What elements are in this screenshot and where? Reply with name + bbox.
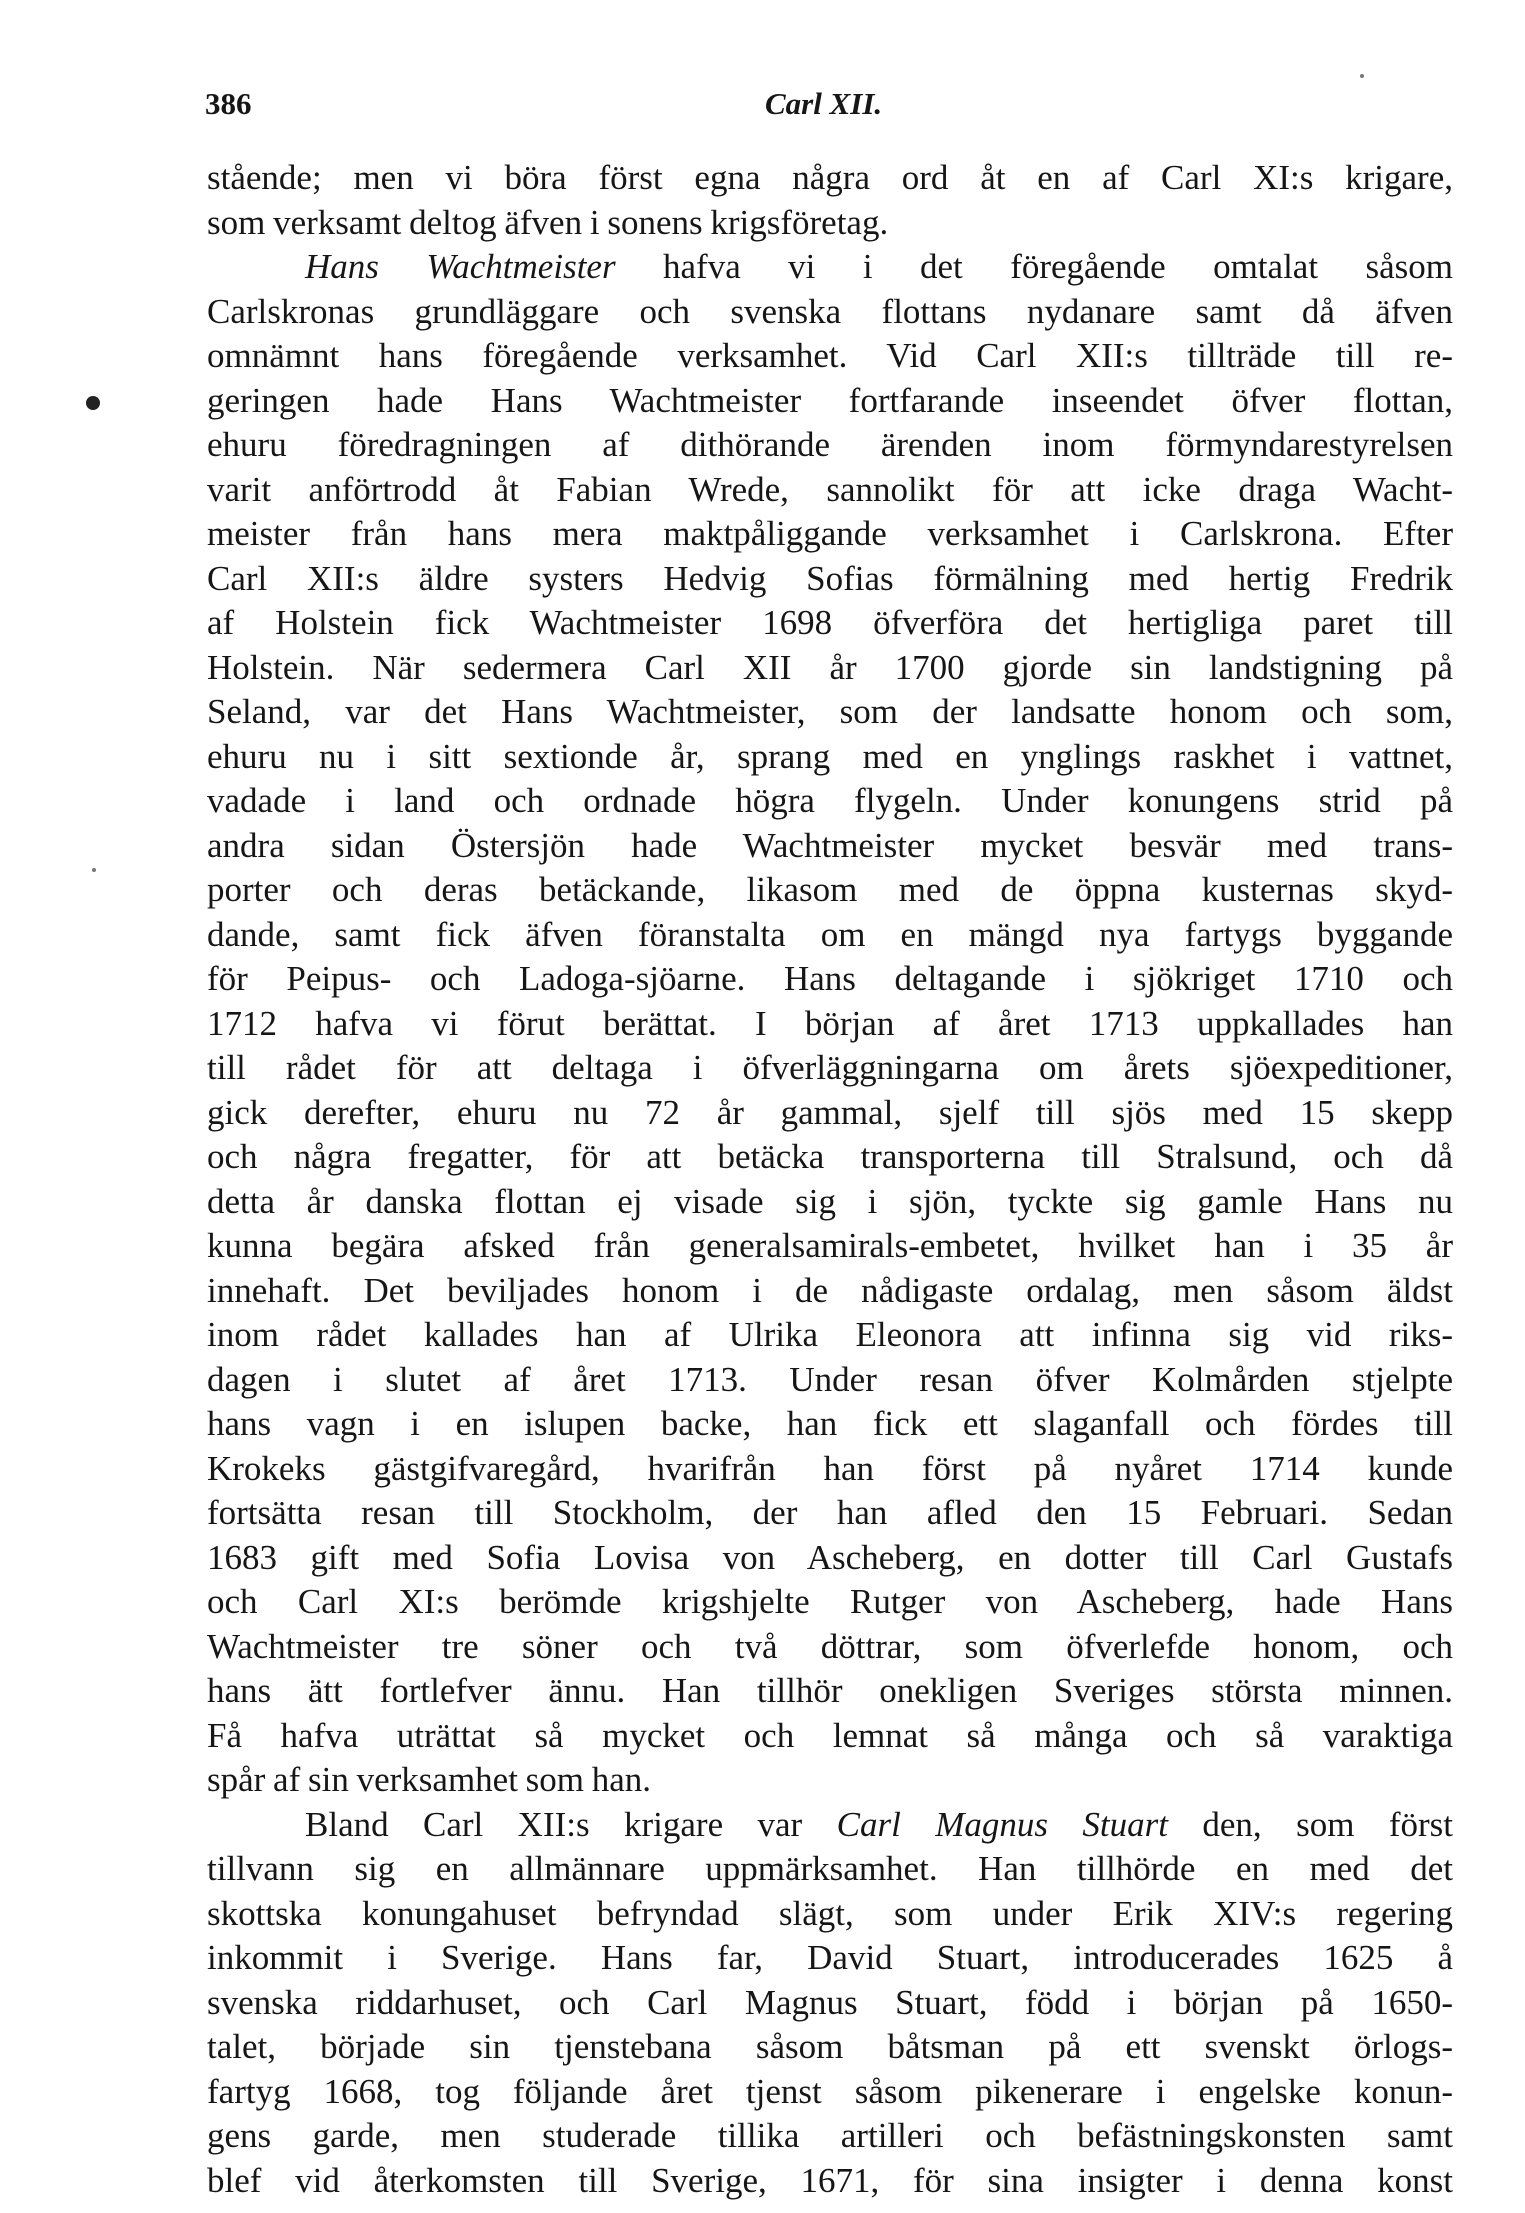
text-line: Seland, var det Hans Wachtmeister, som der landsatte honom och som,: [207, 692, 1453, 731]
text-line: och Carl XI:s berömde krigshjelte Rutger von Ascheberg, hade Hans: [207, 1582, 1453, 1621]
person-name: Hans Wachtmeister: [305, 247, 616, 286]
text-line: som verksamt deltog äfven i sonens krigsföretag.: [207, 202, 889, 242]
text-line: ehuru föredragningen af dithörande ärenden inom förmyndarestyrelsen: [207, 425, 1453, 464]
scan-speck: [1360, 74, 1364, 78]
text-line: stående; men vi böra först egna några ord åt en af Carl XI:s krigare,: [207, 158, 1453, 197]
margin-bullet-mark: [86, 396, 100, 410]
body-text: [207, 156, 1453, 2203]
text-line: för Peipus- och Ladoga-sjöarne. Hans deltagande i sjökriget 1710 och: [207, 959, 1453, 998]
text-line: dande, samt fick äfven föranstalta om en mängd nya fartygs byggande: [207, 914, 1453, 954]
page-number: 386: [205, 86, 252, 121]
text-line: inom rådet kallades han af Ulrika Eleonora att infinna sig vid riks-: [207, 1315, 1453, 1354]
text-line: hans vagn i en islupen backe, han fick ett slaganfall och fördes till: [207, 1404, 1453, 1443]
text-line: geringen hade Hans Wachtmeister fortfarande inseendet öfver flottan,: [207, 380, 1453, 420]
text-line: talet, började sin tjenstebana såsom båtsman på ett svenskt örlogs-: [207, 2027, 1453, 2066]
text-line: kunna begära afsked från generalsamirals-embetet, hvilket han i 35 år: [207, 1226, 1453, 1265]
text-line: Få hafva uträttat så mycket och lemnat så många och så varaktiga: [207, 1715, 1453, 1755]
text-line: 1683 gift med Sofia Lovisa von Ascheberg, en dotter till Carl Gustafs: [207, 1537, 1453, 1577]
scan-speck: [92, 868, 96, 872]
text-line: Carl XII:s äldre systers Hedvig Sofias förmälning med hertig Fredrik: [207, 558, 1453, 598]
text-line: porter och deras betäckande, likasom med de öppna kusternas skyd-: [207, 870, 1453, 909]
text-line: af Holstein fick Wachtmeister 1698 öfverföra det hertigliga paret till: [207, 603, 1453, 642]
text-line: fortsätta resan till Stockholm, der han afled den 15 Februari. Sedan: [207, 1493, 1453, 1532]
text-line: till rådet för att deltaga i öfverläggningarna om årets sjöexpeditioner,: [207, 1048, 1453, 1087]
text-line: och några fregatter, för att betäcka transporterna till Stralsund, och då: [207, 1137, 1453, 1176]
text-line: Bland Carl XII:s krigare var Carl Magnus Stuart den, som först: [305, 1804, 1453, 1844]
text-line: ehuru nu i sitt sextionde år, sprang med en ynglings raskhet i vattnet,: [207, 736, 1453, 776]
text-line: Wachtmeister tre söner och två döttrar, som öfverlefde honom, och: [207, 1626, 1453, 1666]
person-name: Carl Magnus Stuart: [836, 1804, 1168, 1844]
text-line: inkommit i Sverige. Hans far, David Stuart, introducerades 1625 å: [207, 1938, 1453, 1977]
text-line: dagen i slutet af året 1713. Under resan öfver Kolmården stjelpte: [207, 1359, 1453, 1399]
text-line: gick derefter, ehuru nu 72 år gammal, sjelf till sjös med 15 skepp: [207, 1092, 1453, 1132]
text-line: innehaft. Det beviljades honom i de nådigaste ordalag, men såsom äldst: [207, 1270, 1453, 1310]
text-line: vadade i land och ordnade högra flygeln. Under konungens strid på: [207, 781, 1453, 820]
text-line: Carlskronas grundläggare och svenska flottans nydanare samt då äfven: [207, 291, 1453, 331]
text-line: 1712 hafva vi förut berättat. I början af året 1713 uppkallades han: [207, 1003, 1453, 1043]
text-line: meister från hans mera maktpåliggande verksamhet i Carlskrona. Efter: [207, 514, 1453, 553]
text-line: Krokeks gästgifvaregård, hvarifrån han först på nyåret 1714 kunde: [207, 1448, 1453, 1488]
text-line: skottska konungahuset befryndad slägt, som under Erik XIV:s regering: [207, 1893, 1453, 1933]
text-line: andra sidan Östersjön hade Wachtmeister mycket besvär med trans-: [207, 825, 1453, 865]
text-line: gens garde, men studerade tillika artilleri och befästningskonsten samt: [207, 2116, 1453, 2155]
text-line: Hans Wachtmeister hafva vi i det föregående omtalat såsom: [305, 247, 1453, 286]
text-line: omnämnt hans föregående verksamhet. Vid Carl XII:s tillträde till re-: [207, 336, 1453, 375]
text-line: detta år danska flottan ej visade sig i sjön, tyckte sig gamle Hans nu: [207, 1181, 1453, 1221]
running-head: Carl XII.: [765, 86, 883, 121]
text-line: varit anförtrodd åt Fabian Wrede, sannolikt för att icke draga Wacht-: [207, 469, 1453, 509]
text-line: svenska riddarhuset, och Carl Magnus Stuart, född i början på 1650-: [207, 1982, 1453, 2022]
text-line: fartyg 1668, tog följande året tjenst såsom pikenerare i engelske konun-: [207, 2071, 1453, 2111]
page-header: [205, 86, 1455, 126]
text-line: tillvann sig en allmännare uppmärksamhet. Han tillhörde en med det: [207, 1849, 1453, 1888]
text-line: hans ätt fortlefver ännu. Han tillhör onekligen Sveriges största minnen.: [207, 1671, 1453, 1710]
text-line: Holstein. När sedermera Carl XII år 1700 gjorde sin landstigning på: [207, 647, 1453, 687]
text-line: blef vid återkomsten till Sverige, 1671, för sina insigter i denna konst: [207, 2160, 1453, 2200]
text-line: spår af sin verksamhet som han.: [207, 1760, 652, 1799]
